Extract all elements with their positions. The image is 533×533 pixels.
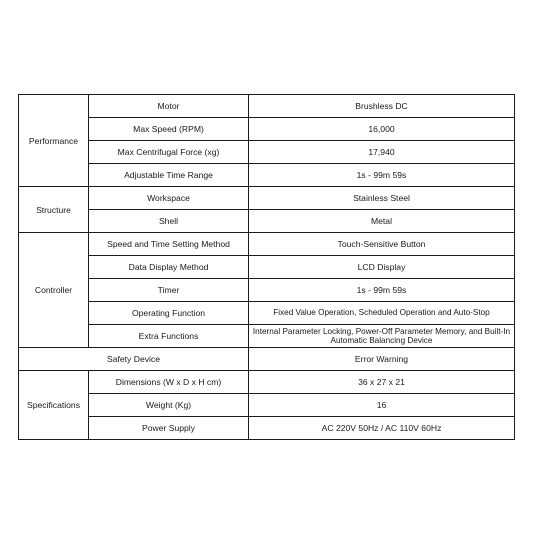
label-cell: Shell — [89, 210, 249, 233]
label-cell: Operating Function — [89, 302, 249, 325]
category-cell: Performance — [19, 95, 89, 187]
table-row — [19, 371, 515, 394]
value-cell: 36 x 27 x 21 — [249, 371, 515, 394]
category-cell: Controller — [19, 233, 89, 348]
label-cell: Speed and Time Setting Method — [89, 233, 249, 256]
value-cell: Metal — [249, 210, 515, 233]
label-cell: Timer — [89, 279, 249, 302]
value-cell: Fixed Value Operation, Scheduled Operation and Auto-Stop — [249, 302, 515, 325]
value-cell: 16 — [249, 394, 515, 417]
value-cell: Stainless Steel — [249, 187, 515, 210]
value-cell: Error Warning — [249, 348, 515, 371]
value-cell: AC 220V 50Hz / AC 110V 60Hz — [249, 417, 515, 440]
category-cell: Specifications — [19, 371, 89, 440]
label-cell: Power Supply — [89, 417, 249, 440]
table-row — [19, 187, 515, 210]
label-cell: Motor — [89, 95, 249, 118]
label-cell: Data Display Method — [89, 256, 249, 279]
table-row — [19, 141, 515, 164]
table-row — [19, 95, 515, 118]
table-row — [19, 302, 515, 325]
value-cell: Brushless DC — [249, 95, 515, 118]
label-cell: Max Speed (RPM) — [89, 118, 249, 141]
spec-table — [18, 94, 515, 440]
label-cell: Extra Functions — [89, 325, 249, 348]
category-cell: Structure — [19, 187, 89, 233]
label-cell: Workspace — [89, 187, 249, 210]
value-cell: 17,940 — [249, 141, 515, 164]
value-cell: Touch-Sensitive Button — [249, 233, 515, 256]
label-cell: Weight (Kg) — [89, 394, 249, 417]
table-row — [19, 164, 515, 187]
value-cell: Internal Parameter Locking, Power-Off Parameter Memory, and Built-In Automatic Balancing Device — [249, 325, 515, 348]
label-cell: Dimensions (W x D x H cm) — [89, 371, 249, 394]
value-cell: 1s - 99m 59s — [249, 279, 515, 302]
category-cell: Safety Device — [19, 348, 249, 371]
table-row — [19, 118, 515, 141]
table-row — [19, 325, 515, 348]
label-cell: Max Centrifugal Force (xg) — [89, 141, 249, 164]
table-row — [19, 348, 515, 371]
table-row — [19, 417, 515, 440]
label-cell: Adjustable Time Range — [89, 164, 249, 187]
value-cell: 1s - 99m 59s — [249, 164, 515, 187]
table-row — [19, 279, 515, 302]
table-row — [19, 394, 515, 417]
table-row — [19, 210, 515, 233]
value-cell: LCD Display — [249, 256, 515, 279]
table-row — [19, 256, 515, 279]
table-row — [19, 233, 515, 256]
value-cell: 16,000 — [249, 118, 515, 141]
